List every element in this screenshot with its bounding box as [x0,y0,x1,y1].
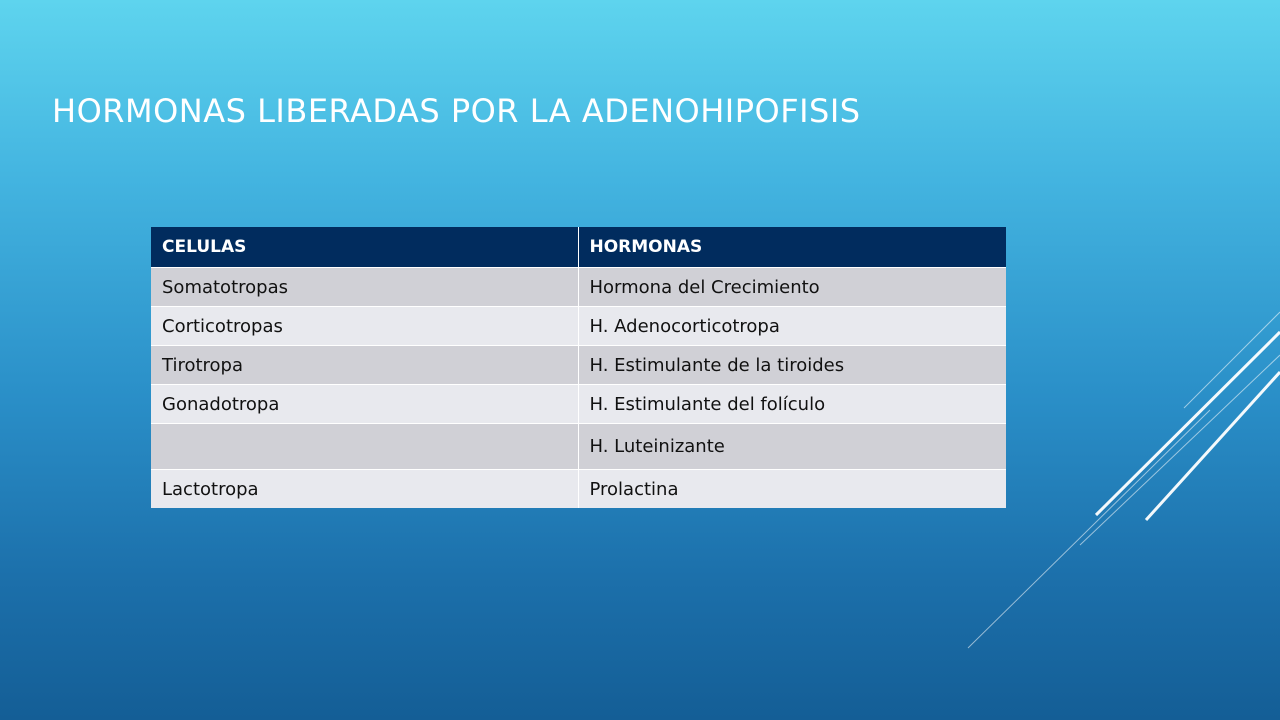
cell-hormona: H. Estimulante de la tiroides [578,346,1006,385]
deco-line [1080,355,1280,545]
column-header-celulas: CELULAS [151,227,578,268]
cell-hormona: H. Estimulante del folículo [578,385,1006,424]
deco-line [968,410,1210,648]
column-header-hormonas: HORMONAS [578,227,1006,268]
deco-line [1096,332,1280,515]
cell-hormona: Prolactina [578,470,1006,509]
cell-hormona: H. Luteinizante [578,424,1006,470]
slide-title: HORMONAS LIBERADAS POR LA ADENOHIPOFISIS [52,92,861,130]
cell-celula: Gonadotropa [151,385,578,424]
deco-line [1184,312,1280,408]
cell-hormona: H. Adenocorticotropa [578,307,1006,346]
cell-celula: Tirotropa [151,346,578,385]
cell-hormona: Hormona del Crecimiento [578,268,1006,307]
cell-celula: Somatotropas [151,268,578,307]
cell-celula: Lactotropa [151,470,578,509]
cell-celula: Corticotropas [151,307,578,346]
